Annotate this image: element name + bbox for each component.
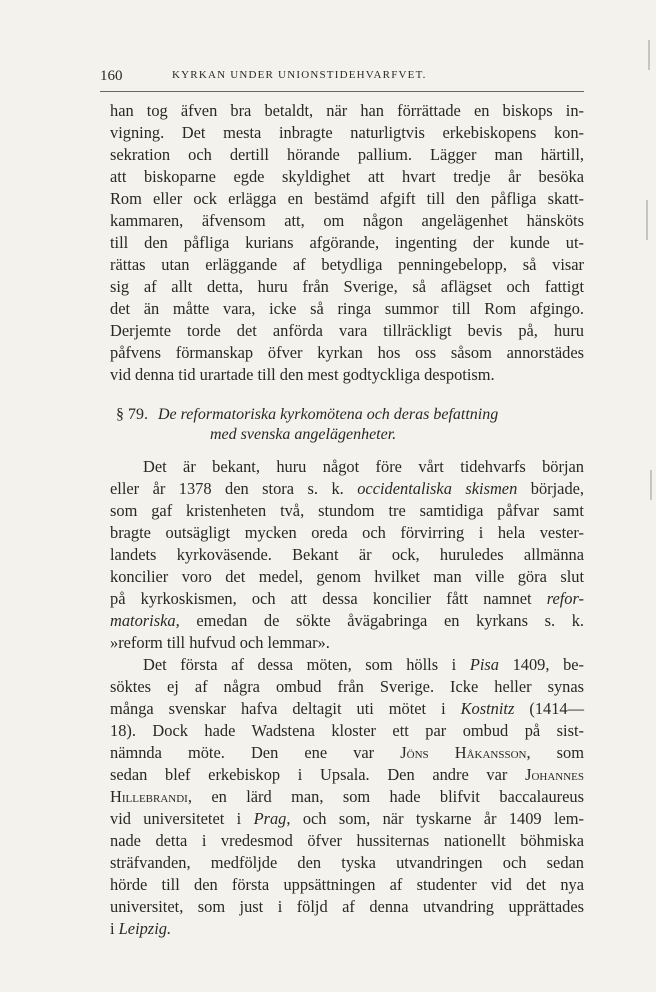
text-run: många svenskar hafva deltagit uti mötet i <box>110 699 446 718</box>
text-line: koncilier voro det medel, genom hvilket man ville göra slut <box>110 567 584 586</box>
italic-term: matoriska, <box>110 611 180 630</box>
text-line: landets kyrkoväsende. Bekant är ock, huruledes allmänna <box>110 545 584 564</box>
text-line <box>110 478 584 500</box>
text-line: söktes ej af några ombud från Sverige. Icke heller synas <box>110 677 584 696</box>
scan-mark <box>650 470 652 500</box>
scan-mark <box>646 200 648 240</box>
text-run: i <box>110 919 115 938</box>
section-title-line1: De reformatoriska kyrkomötena och deras befattning <box>158 406 499 423</box>
text-run: 1409, be- <box>512 655 584 674</box>
text-line: sträfvanden, medföljde den tyska utvandringen och sedan <box>110 853 584 872</box>
italic-term: Pisa <box>469 655 499 674</box>
section-title-line2: med svenska angelägenheter. <box>210 426 397 443</box>
text-line: bragte outsägligt mycken oreda och förvirring i hela vester- <box>110 523 584 542</box>
person-name: Jöns Håkansson <box>400 743 527 762</box>
italic-term: occidentaliska skismen <box>357 479 518 498</box>
text-line: till den påfliga kurians afgörande, ingenting der kunde ut- <box>110 233 584 252</box>
text-line: sekration och dertill hörande pallium. Lägger man härtill, <box>110 145 584 164</box>
text-line: som gaf kristenheten två, stundom tre samtidiga påfvar samt <box>110 501 584 520</box>
text-line: kammaren, äfvensom att, om någon angelägenhet hänsköts <box>110 211 584 230</box>
running-title: KYRKAN UNDER UNIONSTIDEHVARFVET. <box>172 69 427 81</box>
text-line: Rom eller ock erlägga en bestämd afgift till den påfliga skatt- <box>110 189 584 208</box>
text-line: rättas utan erläggande af betydliga penningebelopp, så visar <box>110 255 584 274</box>
text-line <box>110 918 584 940</box>
text-line: 18). Dock hade Wadstena kloster ett par ombud på sist- <box>110 721 584 740</box>
text-line <box>110 764 584 786</box>
text-run: , och som, när tyskarne år 1409 lem- <box>286 809 584 828</box>
text-run: sedan blef erkebiskop i Upsala. Den andre var <box>110 765 508 784</box>
text-line: vigning. Det mesta inbragte naturligtvis erkebiskopens kon- <box>110 123 584 142</box>
text-line <box>110 808 584 830</box>
text-line: sig af allt detta, huru från Sverige, så aflägset och fattigt <box>110 277 584 296</box>
text-line: universitet, som just i följd af denna utvandring upprättades <box>110 897 584 916</box>
text-line: han tog äfven bra betaldt, när han förrättade en biskops in- <box>110 101 584 120</box>
text-line <box>110 610 584 632</box>
section-heading <box>116 404 584 426</box>
text-line: Derjemte torde det anförda vara tillräckligt bevis på, huru <box>110 321 584 340</box>
text-run: Det första af dessa möten, som hölls i <box>143 655 457 674</box>
text-run: , som <box>526 743 584 762</box>
text-line <box>110 786 584 808</box>
text-line: att biskoparne egde skyldighet att hvart tredje år besöka <box>110 167 584 186</box>
text-line: hörde till den första uppsättningen af studenter vid det nya <box>110 875 584 894</box>
text-run: , en lärd man, som hade blifvit baccalaureus <box>187 787 584 806</box>
running-head <box>100 68 584 88</box>
text-line: nade detta i vredesmod öfver hussiternas nationellt böhmiska <box>110 831 584 850</box>
text-run: emedan de sökte åvägabringa en kyrkans s. k. <box>196 611 584 630</box>
text-line: det än måtte vara, icke så ringa summor till Rom afgingo. <box>110 299 584 318</box>
italic-term: Leipzig. <box>118 919 172 938</box>
text-line: vid denna tid urartade till den mest godtyckliga despotism. <box>110 365 495 384</box>
text-run: på kyrkoskismen, och att dessa koncilier fått namnet <box>110 589 532 608</box>
italic-term: refor- <box>546 589 584 608</box>
section-number: § 79. <box>116 406 148 423</box>
text-line <box>110 588 584 610</box>
text-run: (1414— <box>529 699 584 718</box>
person-name: Hillebrandi <box>110 787 188 806</box>
text-line <box>110 742 584 764</box>
text-run: nämnda möte. Den ene var <box>110 743 375 762</box>
text-run: eller år 1378 den stora s. k. <box>110 479 344 498</box>
header-rule <box>100 91 584 92</box>
text-line: påfvens förmanskap öfver kyrkan hos oss såsom annorstädes <box>110 343 584 362</box>
person-name: Johannes <box>525 765 584 784</box>
text-line <box>143 654 584 676</box>
text-run: vid universitetet i <box>110 809 242 828</box>
text-line <box>110 698 584 720</box>
italic-term: Prag <box>253 809 287 828</box>
text-run: började, <box>530 479 585 498</box>
text-line: Det är bekant, huru något före vårt tidehvarfs början <box>143 457 584 476</box>
page-number: 160 <box>100 68 123 84</box>
italic-term: Kostnitz <box>460 699 515 718</box>
text-line: »reform till hufvud och lemmar». <box>110 633 330 652</box>
scan-mark <box>648 40 650 70</box>
